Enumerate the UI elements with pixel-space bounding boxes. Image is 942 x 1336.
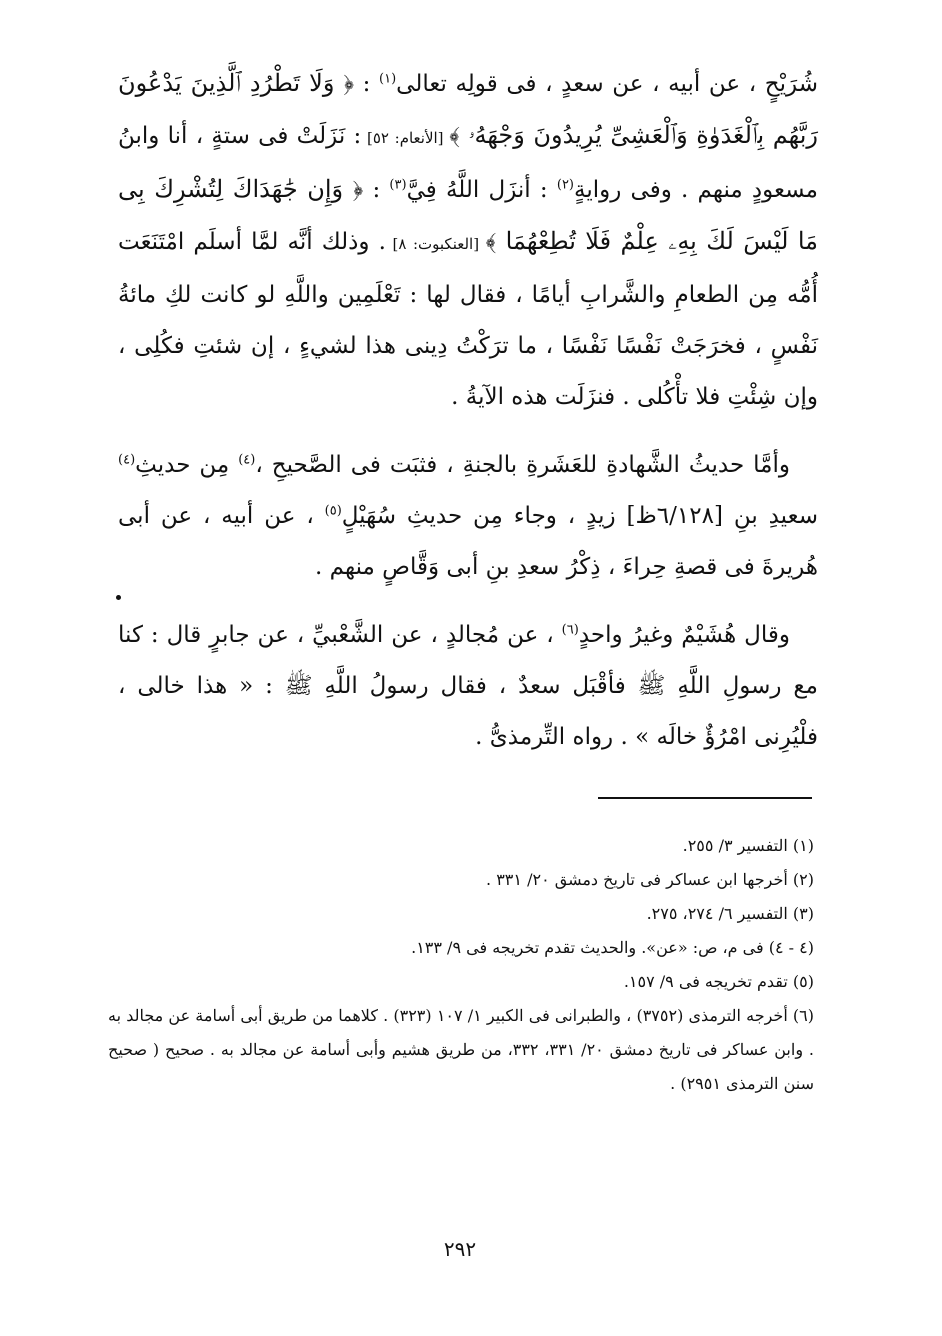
paragraph-text: ، عن أبيه ، عن أبى هُريرةَ فى قصةِ حِراءَ ، ذِكْرُ سعدِ بنِ أبى وَقَّاصٍ منهم . (118, 503, 818, 580)
paragraph-text: مِن حديثِ (135, 452, 239, 478)
footnotes (108, 829, 814, 1101)
paragraph-2 (118, 440, 818, 593)
footnote-divider (598, 797, 812, 799)
quran-verse: ﴿ وَلَا تَطْرُدِ ٱلَّذِينَ يَدْعُونَ رَبَّهُم بِٱلْغَدَوٰةِ وَٱلْعَشِىِّ يُرِيدُونَ وَجْهَهُۥ ﴾ (118, 69, 818, 149)
paragraph-3 (118, 610, 818, 763)
footnote-2: (٢) أخرجها ابن عساكر فى تاريخ دمشق ٢٠/ ٣٣١ . (486, 870, 814, 889)
paragraph-text: ، عن مُجالدٍ ، عن الشَّعْبيِّ ، عن جابرٍ قال : كنا مع رسولِ اللَّهِ ﷺ فأقْبَل سعدٌ ، فقال رسولُ اللَّهِ ﷺ : « هذا خالى ، فلْيُرِنى امْرُؤٌ خالَه » . رواه التِّرمذىُّ . (118, 622, 818, 750)
main-text-2 (118, 440, 818, 593)
surah-reference: [العنكبوت: ٨] (385, 235, 486, 253)
footnote-5: (٥) تقدم تخريجه فى ٩/ ١٥٧. (623, 972, 814, 991)
surah-reference: [الأنعام: ٥٢] (361, 129, 450, 147)
footnote-ref-3: (٣) (389, 177, 407, 193)
footnote-ref-4-open: (٤) (238, 452, 256, 468)
footnote-ref-5: (٥) (324, 503, 342, 519)
footnote-ref-6: (٦) (561, 622, 579, 638)
footnote-ref-2: (٢) (556, 177, 574, 193)
footnote-4: (٤ - ٤) فى م، ص: «عن». والحديث تقدم تخريجه فى ٩/ ١٣٣. (411, 938, 814, 957)
paragraph-1 (118, 58, 818, 423)
paragraph-text: : (354, 71, 380, 97)
footnote-6: (٦) أخرجه الترمذى (٣٧٥٢) ، والطبرانى فى الكبير ١/ ١٠٧ (٣٢٣) . كلاهما من طريق أبى أسامة عن مجالد به . وابن عساكر فى تاريخ دمشق ٢٠/ ٣٣١، ٣٣٢، من طريق هشيم وأبى أسامة عن مجالد به . صحيح ( صحيح سنن الترمذى ٢٩٥١) . (108, 1006, 815, 1093)
paragraph-text: وقال هُشَيْمٌ وغيرُ واحدٍ (578, 622, 790, 648)
main-text (118, 58, 818, 423)
paragraph-text: سعيدِ بنِ [٦/١٢٨ظ] زيدٍ ، وجاء مِن حديثِ سُهَيْلٍ (341, 503, 818, 529)
paragraph-text: : (363, 177, 390, 203)
footnote-ref-1: (١) (379, 71, 397, 87)
footnote-3: (٣) التفسير ٦/ ٢٧٤، ٢٧٥. (646, 904, 814, 923)
paragraph-text: وأمَّا حديثُ الشَّهادةِ للعَشَرةِ بالجنةِ ، فثبَت فى الصَّحيحِ ، (255, 452, 790, 478)
paragraph-text: شُرَيْحٍ ، عن أبيه ، عن سعدٍ ، فى قولِه تعالى (396, 71, 818, 97)
page-number: ٢٩٢ (443, 1237, 477, 1261)
page-speck (116, 595, 121, 600)
main-text-3 (118, 610, 818, 763)
paragraph-text: : نَزَلَتْ فى ستةٍ ، أنا وابنُ مسعودٍ منهم . وفى روايةٍ (118, 123, 818, 203)
footnote-ref-4-close: (٤) (118, 452, 136, 468)
quran-verse: ﴿ وَإِن جَٰهَدَاكَ لِتُشْرِكَ بِى مَا لَيْسَ لَكَ بِهِۦ عِلْمٌ فَلَا تُطِعْهُمَا ﴾ (118, 175, 819, 255)
paragraph-text: : أنزَل اللَّهُ فِيَّ (406, 177, 557, 203)
footnote-1: (١) التفسير ٣/ ٢٥٥. (682, 836, 814, 855)
paragraph-text: . وذلك أنَّه لمَّا أسلَم امْتَنَعَت أُمُّه مِن الطعامِ والشَّرابِ أيامًا ، فقال لها : تَعْلَمِين واللَّهِ لو كانت لكِ مائةُ نَفْسٍ ، فخرَجَتْ نَفْسًا نَفْسًا ، ما ترَكْتُ دِينى هذا لشيءٍ ، إن شئتِ فكُلِى ، وإن شِئْتِ فلا تأْكُلى . فنزَلَت هذه الآيةُ . (118, 229, 818, 410)
